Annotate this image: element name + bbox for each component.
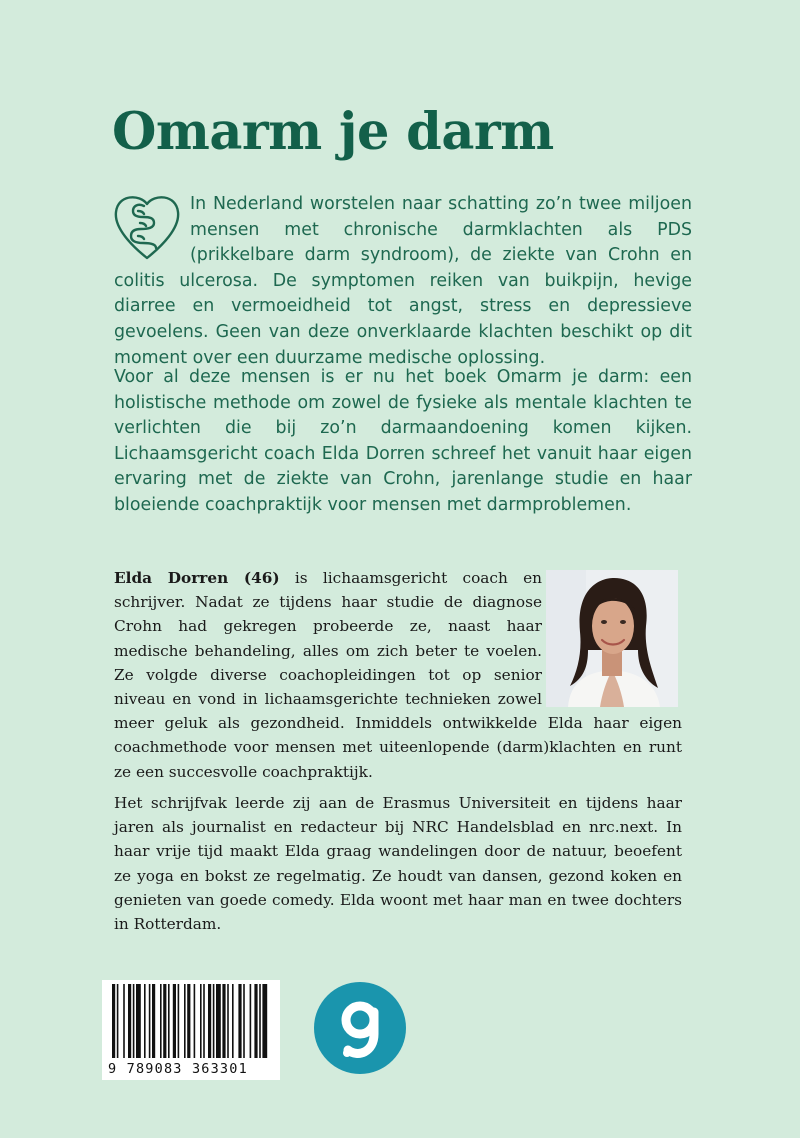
isbn-barcode (102, 980, 280, 1080)
barcode-bar (136, 984, 141, 1058)
barcode-bar (184, 984, 186, 1058)
barcode-bars (112, 984, 272, 1058)
barcode-bar (222, 984, 225, 1058)
barcode-bar (250, 984, 252, 1058)
photo-spacer (542, 566, 682, 706)
barcode-bar (208, 984, 211, 1058)
barcode-bar (262, 984, 267, 1058)
barcode-bar (173, 984, 176, 1058)
barcode-bar (144, 984, 146, 1058)
barcode-bar (238, 984, 241, 1058)
barcode-bar (194, 984, 196, 1058)
barcode-bar (216, 984, 221, 1058)
barcode-bar (178, 984, 180, 1058)
author-bio-text: is lichaamsgericht coach en schrijver. Nadat ze tijdens haar studie de diagnose Crohn had gekregen probeerde ze, naast haar medische behandeling, alles om zich beter te voelen. Ze volgde diverse coachopleidingen tot op senior niveau en vond in lichaamsgerichte technieken zowel meer geluk als gezondheid. Inmiddels ontwikkelde Elda haar eigen coachmethode voor mensen met uiteenlopende (darm)klachten en runt ze een succesvolle coachpraktijk. (114, 569, 682, 781)
barcode-bar (160, 984, 162, 1058)
blurb-paragraph-1: In Nederland worstelen naar schatting zo’n twee miljoen mensen met chronische darmklachten als PDS (prikkelbare darm syndroom), de ziekte van Crohn en colitis ulcerosa. De symptomen reiken van buikpijn, hevige diarree en vermoeidheid tot angst, stress en depressieve gevoelens. Geen van deze onverklaarde klachten beschikt op dit moment over een duurzame medische oplossing. (114, 194, 692, 368)
book-title: Omarm je darm (112, 102, 554, 162)
barcode-bar (227, 984, 229, 1058)
barcode-bar (117, 984, 119, 1058)
barcode-bar (149, 984, 151, 1058)
author-name: Elda Dorren (46) (114, 569, 280, 587)
barcode-bar (203, 984, 205, 1058)
barcode-bar (123, 984, 125, 1058)
barcode-bar (133, 984, 135, 1058)
barcode-bar (213, 984, 215, 1058)
barcode-bar (243, 984, 245, 1058)
isbn-number: 9 789083 363301 (108, 1061, 248, 1077)
barcode-bar (163, 984, 166, 1058)
author-bio-2: Het schrijfvak leerde zij aan de Erasmus Universiteit en tijdens haar jaren als journalist en redacteur bij NRC Handelsblad en nrc.next. In haar vrije tijd maakt Elda graag wandelingen door de natuur, beoefent ze yoga en bokst ze regelmatig. Ze houdt van dansen, gezond koken en genieten van goede comedy. Elda woont met haar man en twee dochters in Rotterdam. (114, 794, 682, 934)
barcode-bar (168, 984, 170, 1058)
barcode-bar (200, 984, 202, 1058)
barcode-bar (254, 984, 257, 1058)
author-bio (114, 566, 682, 784)
barcode-bar (187, 984, 190, 1058)
barcode-bar (232, 984, 234, 1058)
publisher-g-logo (314, 982, 406, 1074)
barcode-bar (128, 984, 131, 1058)
barcode-bar (112, 984, 115, 1058)
barcode-bar (259, 984, 261, 1058)
barcode-bar (152, 984, 155, 1058)
blurb-paragraph-2: Voor al deze mensen is er nu het boek Omarm je darm: een holistische methode om zowel de fysieke als mentale klachten te verlichten die bij zo’n darmaandoening komen kijken. Lichaamsgericht coach Elda Dorren schreef het vanuit haar eigen ervaring met de ziekte van Crohn, jarenlange studie en haar bloeiende coachpraktijk voor mensen met darmproblemen. (114, 367, 692, 515)
